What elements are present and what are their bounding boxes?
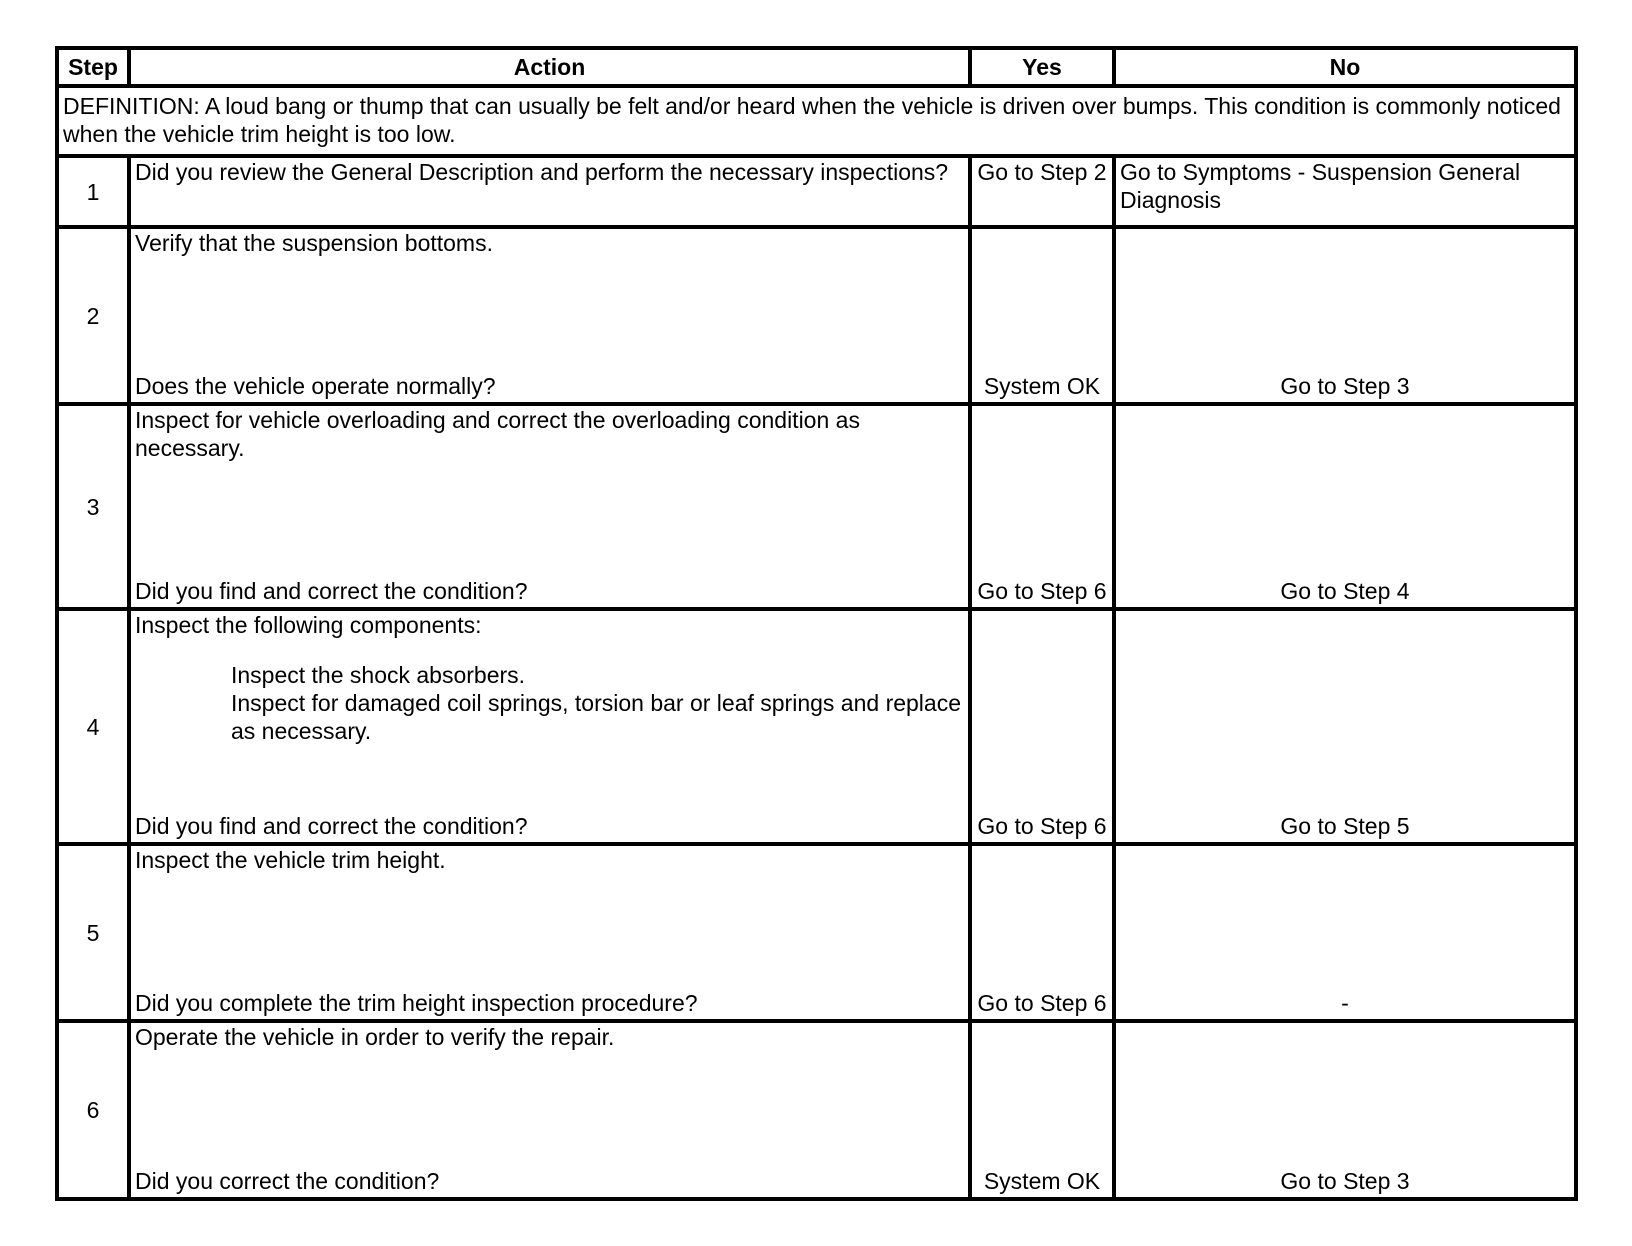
- table-row: [57, 1021, 1576, 1199]
- step-number: 2: [57, 227, 129, 404]
- no-result: -: [1114, 844, 1576, 1021]
- definition-text: DEFINITION: A loud bang or thump that can usually be felt and/or heard when the vehicle is driven over bumps. This condition is commonly noticed when the vehicle trim height is too low.: [57, 86, 1576, 156]
- action-cell: [129, 1021, 970, 1199]
- header-action: Action: [129, 48, 970, 86]
- yes-result: Go to Step 2: [970, 156, 1114, 227]
- table-row: [57, 609, 1576, 844]
- definition-row: [57, 86, 1576, 156]
- component-list: [135, 661, 964, 745]
- action-text: Verify that the suspension bottoms.: [135, 230, 493, 256]
- action-question: Did you find and correct the condition?: [135, 578, 528, 604]
- header-yes: Yes: [970, 48, 1114, 86]
- step-number: 6: [57, 1021, 129, 1199]
- action-text: Inspect the following components:: [135, 612, 482, 638]
- step-number: 4: [57, 609, 129, 844]
- action-text: Operate the vehicle in order to verify the repair.: [135, 1024, 615, 1050]
- action-question: Did you find and correct the condition?: [135, 813, 528, 839]
- table-row: [57, 156, 1576, 227]
- action-question: Did you review the General Description and perform the necessary inspections?: [129, 156, 970, 227]
- yes-result: Go to Step 6: [970, 404, 1114, 609]
- table-row: [57, 844, 1576, 1021]
- header-step: Step: [57, 48, 129, 86]
- yes-result: System OK: [970, 1021, 1114, 1199]
- no-result: Go to Step 3: [1114, 1021, 1576, 1199]
- diagnostic-table: [55, 46, 1578, 1201]
- no-result: Go to Step 4: [1114, 404, 1576, 609]
- action-cell: [129, 844, 970, 1021]
- table-row: [57, 404, 1576, 609]
- action-question: Did you complete the trim height inspection procedure?: [135, 990, 698, 1016]
- action-text: Inspect for vehicle overloading and correct the overloading condition as necessary.: [135, 407, 860, 461]
- action-text: Inspect the vehicle trim height.: [135, 847, 446, 873]
- action-cell: [129, 227, 970, 404]
- component-item: Inspect for damaged coil springs, torsion bar or leaf springs and replace as necessary.: [231, 690, 962, 744]
- yes-result: System OK: [970, 227, 1114, 404]
- action-question: Did you correct the condition?: [135, 1168, 440, 1194]
- step-number: 3: [57, 404, 129, 609]
- action-question: Does the vehicle operate normally?: [135, 373, 496, 399]
- step-number: 1: [57, 156, 129, 227]
- component-item: Inspect the shock absorbers.: [231, 662, 526, 688]
- step-number: 5: [57, 844, 129, 1021]
- action-cell: [129, 404, 970, 609]
- no-result: Go to Step 5: [1114, 609, 1576, 844]
- header-no: No: [1114, 48, 1576, 86]
- header-row: [57, 48, 1576, 86]
- yes-result: Go to Step 6: [970, 609, 1114, 844]
- no-result: Go to Step 3: [1114, 227, 1576, 404]
- action-cell: [129, 609, 970, 844]
- yes-result: Go to Step 6: [970, 844, 1114, 1021]
- table-row: [57, 227, 1576, 404]
- no-result: Go to Symptoms - Suspension General Diagnosis: [1114, 156, 1576, 227]
